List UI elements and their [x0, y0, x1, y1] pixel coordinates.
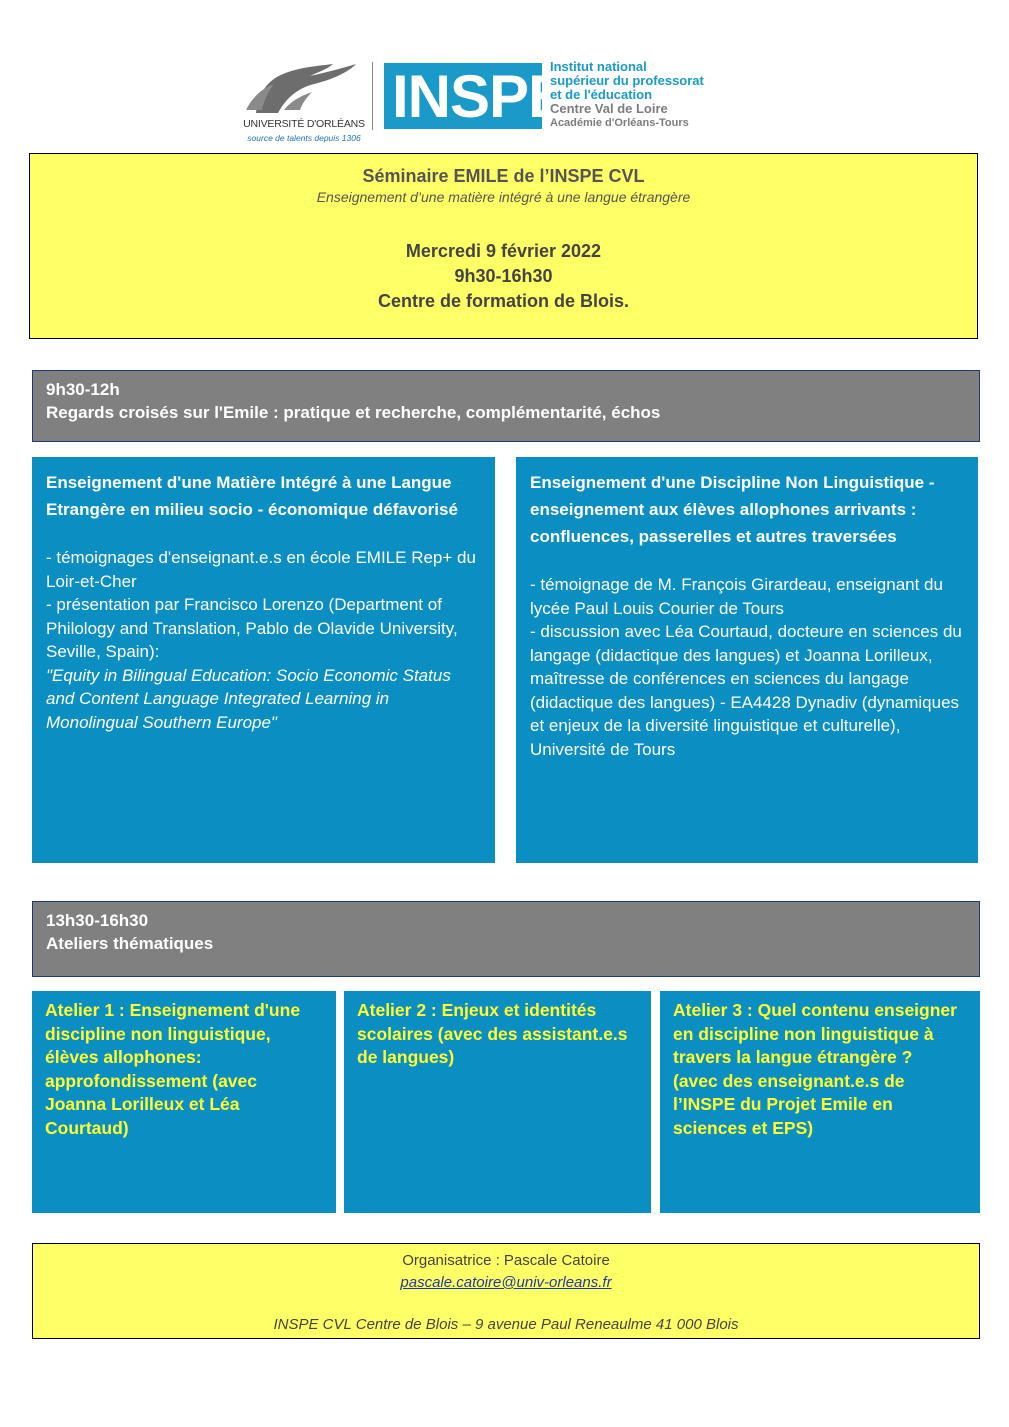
morning-left-quote: "Equity in Bilingual Education: Socio Economic Status and Content Language Integrated Learning in Monolingual Southern Europe": [46, 665, 451, 732]
inspe-line-3: et de l'éducation: [550, 87, 653, 102]
afternoon-session-bar: [32, 901, 980, 977]
seminar-place: Centre de formation de Blois.: [377, 291, 630, 311]
organizer-address: INSPE CVL Centre de Blois – 9 avenue Paul Reneaulme 41 000 Blois: [273, 1316, 739, 1333]
morning-right-title: Enseignement d'une Discipline Non Linguistique - enseignement aux élèves allophones arrivants : confluences, passerelles et autres traversées: [530, 473, 935, 546]
inspe-logo-mark: INSPÉ: [392, 63, 568, 130]
university-tagline: source de talents depuis 1306: [247, 133, 361, 143]
inspe-logo: [384, 63, 568, 130]
atelier-1-text: Atelier 1 : Enseignement d'une discipline non linguistique, élèves allophones: approfondissement (avec Joanna Lorilleux et Léa Courtaud): [45, 1000, 301, 1138]
seminar-header: [29, 153, 978, 339]
atelier-3-participants: (avec des enseignant.e.s de l’INSPE du Projet Emile en sciences et EPS): [673, 1070, 905, 1138]
morning-time: 9h30-12h: [46, 380, 120, 399]
morning-left-item-2: - présentation par Francisco Lorenzo (Department of Philology and Translation, Pablo de Olavide University, Seville, Spain):: [46, 595, 458, 661]
morning-right-item-2: - discussion avec Léa Courtaud, docteure en sciences du langage (didactique des langues) et Joanna Lorilleux, maîtresse de conférences en sciences du langage (didactique des langues) - EA4428 Dynadiv (dynamiques et enjeux de la diversité linguistique et culturelle), Université de Tours: [530, 622, 962, 759]
organizer-name: Organisatrice : Pascale Catoire: [402, 1252, 610, 1269]
seminar-time: 9h30-16h30: [454, 266, 553, 286]
morning-theme: Regards croisés sur l'Emile : pratique et recherche, complémentarité, échos: [46, 403, 661, 422]
atelier-1: [32, 991, 336, 1213]
atelier-3: [660, 991, 980, 1213]
atelier-2: [344, 991, 651, 1213]
inspe-logo-text: [550, 60, 704, 130]
seminar-schedule: [30, 239, 977, 314]
morning-right-panel: [516, 457, 978, 863]
seminar-title: Séminaire EMILE de l’INSPE CVL: [362, 166, 645, 186]
logo-divider: [372, 62, 373, 130]
morning-left-item-1: - témoignages d'enseignant.e.s en école EMILE Rep+ du Loir-et-Cher: [46, 548, 476, 591]
organizer-email-link[interactable]: pascale.catoire@univ-orleans.fr: [400, 1274, 612, 1291]
inspe-line-5: Académie d'Orléans-Tours: [550, 117, 689, 129]
atelier-3-text: Atelier 3 : Quel contenu enseigner en discipline non linguistique à travers la langue étrangère ?: [673, 1000, 957, 1067]
atelier-2-text: Atelier 2 : Enjeux et identités scolaires (avec des assistant.e.s de langues): [357, 1000, 628, 1067]
organizer-footer: [32, 1243, 980, 1339]
morning-right-item-1: - témoignage de M. François Girardeau, enseignant du lycée Paul Louis Courier de Tours: [530, 575, 943, 618]
inspe-line-1: Institut national: [550, 59, 647, 74]
afternoon-time: 13h30-16h30: [46, 911, 149, 930]
morning-left-title: Enseignement d'une Matière Intégré à une Langue Etrangère en milieu socio - économique défavorisé: [46, 473, 458, 519]
university-name: UNIVERSITÉ D'ORLÉANS: [243, 118, 365, 130]
inspe-line-4: Centre Val de Loire: [550, 101, 668, 116]
afternoon-theme: Ateliers thématiques: [46, 934, 214, 953]
university-building-icon: [238, 58, 370, 118]
seminar-date: Mercredi 9 février 2022: [405, 241, 602, 261]
seminar-subtitle: Enseignement d’une matière intégré à une langue étrangère: [316, 189, 691, 205]
morning-session-bar: [32, 370, 980, 442]
inspe-line-2: supérieur du professorat: [550, 73, 704, 88]
morning-left-panel: [32, 457, 495, 863]
